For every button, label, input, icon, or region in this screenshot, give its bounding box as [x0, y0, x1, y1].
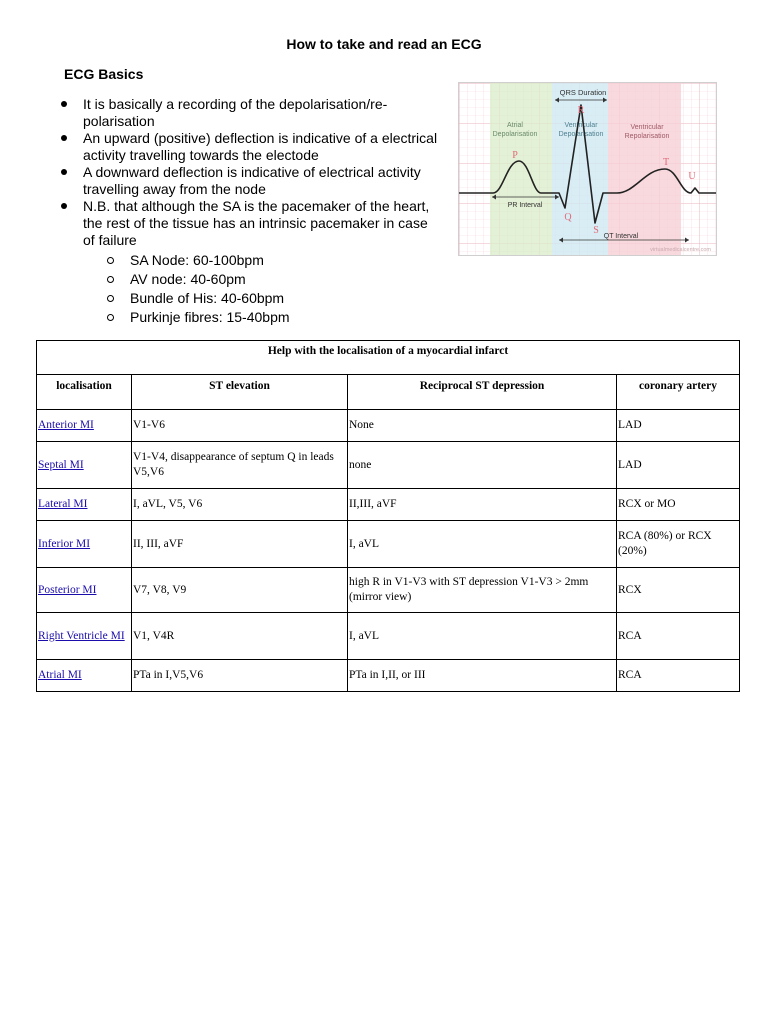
bullet-dot-icon: [61, 101, 67, 107]
table-row: [37, 613, 740, 660]
subbullet-item: [83, 251, 440, 270]
bullet-item: [60, 130, 440, 164]
bullet-dot-icon: [61, 135, 67, 141]
coronary-artery-cell: RCA (80%) or RCX (20%): [617, 521, 740, 568]
coronary-artery-cell: RCA: [617, 613, 740, 660]
bullet-item: [60, 198, 440, 327]
ecg-waveform-figure: [458, 82, 717, 256]
table-row: [37, 442, 740, 489]
bullet-text: It is basically a recording of the depolarisation/re-polarisation: [83, 96, 388, 129]
reciprocal-depression-cell: None: [348, 410, 617, 442]
table-row: [37, 489, 740, 521]
subbullet-list: [83, 251, 440, 327]
wave-q-label: Q: [564, 212, 572, 223]
table-header-row: [37, 375, 740, 410]
circle-bullet-icon: [107, 295, 114, 302]
st-elevation-cell: I, aVL, V5, V6: [132, 489, 348, 521]
st-elevation-cell: V1, V4R: [132, 613, 348, 660]
bullet-text: N.B. that although the SA is the pacemaker of the heart, the rest of the tissue has an intrinsic pacemaker in case of failure: [83, 198, 430, 248]
reciprocal-depression-cell: high R in V1-V3 with ST depression V1-V3 > 2mm (mirror view): [348, 568, 617, 613]
atrial-label-line1: Atrial: [507, 122, 523, 129]
wave-t-label: T: [662, 157, 670, 168]
coronary-artery-cell: RCX: [617, 568, 740, 613]
subbullet-item: [83, 270, 440, 289]
bullet-list: [60, 96, 440, 327]
localisation-cell: [37, 489, 132, 521]
subbullet-item: [83, 308, 440, 327]
column-header-localisation: localisation: [37, 375, 132, 410]
column-header-st-elevation: ST elevation: [132, 375, 348, 410]
localisation-cell: [37, 660, 132, 692]
localisation-cell: [37, 568, 132, 613]
lateral-mi-link[interactable]: Lateral MI: [38, 498, 88, 510]
pr-interval-label: PR Interval: [507, 202, 543, 209]
localisation-cell: [37, 442, 132, 489]
bullet-item: [60, 96, 440, 130]
coronary-artery-cell: LAD: [617, 442, 740, 489]
document-title: How to take and read an ECG: [286, 36, 482, 52]
reciprocal-depression-cell: II,III, aVF: [348, 489, 617, 521]
atrial-mi-link[interactable]: Atrial MI: [38, 669, 82, 681]
right-ventricle-mi-link[interactable]: Right Ventricle MI: [38, 629, 125, 642]
st-elevation-cell: II, III, aVF: [132, 521, 348, 568]
inferior-mi-link[interactable]: Inferior MI: [38, 537, 91, 550]
table-row: [37, 521, 740, 568]
st-elevation-cell: V1-V6: [132, 410, 348, 442]
reciprocal-depression-cell: none: [348, 442, 617, 489]
st-elevation-cell: V7, V8, V9: [132, 568, 348, 613]
anterior-mi-link[interactable]: Anterior MI: [38, 419, 94, 431]
coronary-artery-cell: RCX or MO: [617, 489, 740, 521]
subbullet-text: Purkinje fibres: 15-40bpm: [130, 309, 290, 325]
bullet-text: A downward deflection is indicative of electrical activity travelling away from the node: [83, 164, 421, 197]
wave-p-label: P: [512, 150, 518, 161]
atrial-label-line2: Depolarisation: [492, 131, 538, 138]
atrial-zone: [490, 83, 552, 255]
st-elevation-cell: V1-V4, disappearance of septum Q in leads V5,V6: [132, 442, 348, 489]
ventricular-repol-label-line2: Repolarisation: [624, 133, 670, 140]
qt-interval-label: QT Interval: [603, 233, 639, 240]
localisation-cell: [37, 613, 132, 660]
circle-bullet-icon: [107, 257, 114, 264]
subbullet-text: AV node: 40-60pm: [130, 271, 246, 287]
circle-bullet-icon: [107, 314, 114, 321]
table-row: [37, 660, 740, 692]
subbullet-text: Bundle of His: 40-60bpm: [130, 290, 285, 306]
coronary-artery-cell: LAD: [617, 410, 740, 442]
localisation-cell: [37, 521, 132, 568]
table-row: [37, 410, 740, 442]
localisation-cell: [37, 410, 132, 442]
table-row: [37, 568, 740, 613]
column-header-coronary-artery: coronary artery: [617, 375, 740, 410]
circle-bullet-icon: [107, 276, 114, 283]
st-elevation-cell: PTa in I,V5,V6: [132, 660, 348, 692]
table-caption: Help with the localisation of a myocardial infarct: [37, 341, 740, 375]
ventricular-repolarisation-zone: [608, 83, 681, 255]
figure-watermark: virtualmedicalcentre.com: [650, 247, 711, 253]
bullet-dot-icon: [61, 203, 67, 209]
wave-r-label: R: [577, 105, 585, 116]
qrs-duration-label: QRS Duration: [559, 88, 607, 97]
section-heading: ECG Basics: [64, 66, 144, 82]
mi-localisation-table: [36, 340, 740, 692]
column-header-reciprocal-depression: Reciprocal ST depression: [348, 375, 617, 410]
ventricular-depol-label-line2: Depolarisation: [558, 131, 604, 138]
wave-u-label: U: [688, 171, 696, 182]
posterior-mi-link[interactable]: Posterior MI: [38, 583, 97, 596]
ecg-waveform-svg: [459, 83, 716, 255]
bullet-item: [60, 164, 440, 198]
reciprocal-depression-cell: I, aVL: [348, 521, 617, 568]
ventricular-repol-label-line1: Ventricular: [630, 124, 664, 131]
bullet-dot-icon: [61, 169, 67, 175]
coronary-artery-cell: RCA: [617, 660, 740, 692]
bullet-text: An upward (positive) deflection is indicative of a electrical activity travelling towards the electode: [83, 130, 438, 163]
subbullet-item: [83, 289, 440, 308]
reciprocal-depression-cell: I, aVL: [348, 613, 617, 660]
septal-mi-link[interactable]: Septal MI: [38, 458, 84, 471]
reciprocal-depression-cell: PTa in I,II, or III: [348, 660, 617, 692]
table-caption-row: [37, 341, 740, 375]
wave-s-label: S: [593, 225, 599, 236]
ventricular-depol-label-line1: Ventricular: [564, 122, 598, 129]
subbullet-text: SA Node: 60-100bpm: [130, 252, 264, 268]
